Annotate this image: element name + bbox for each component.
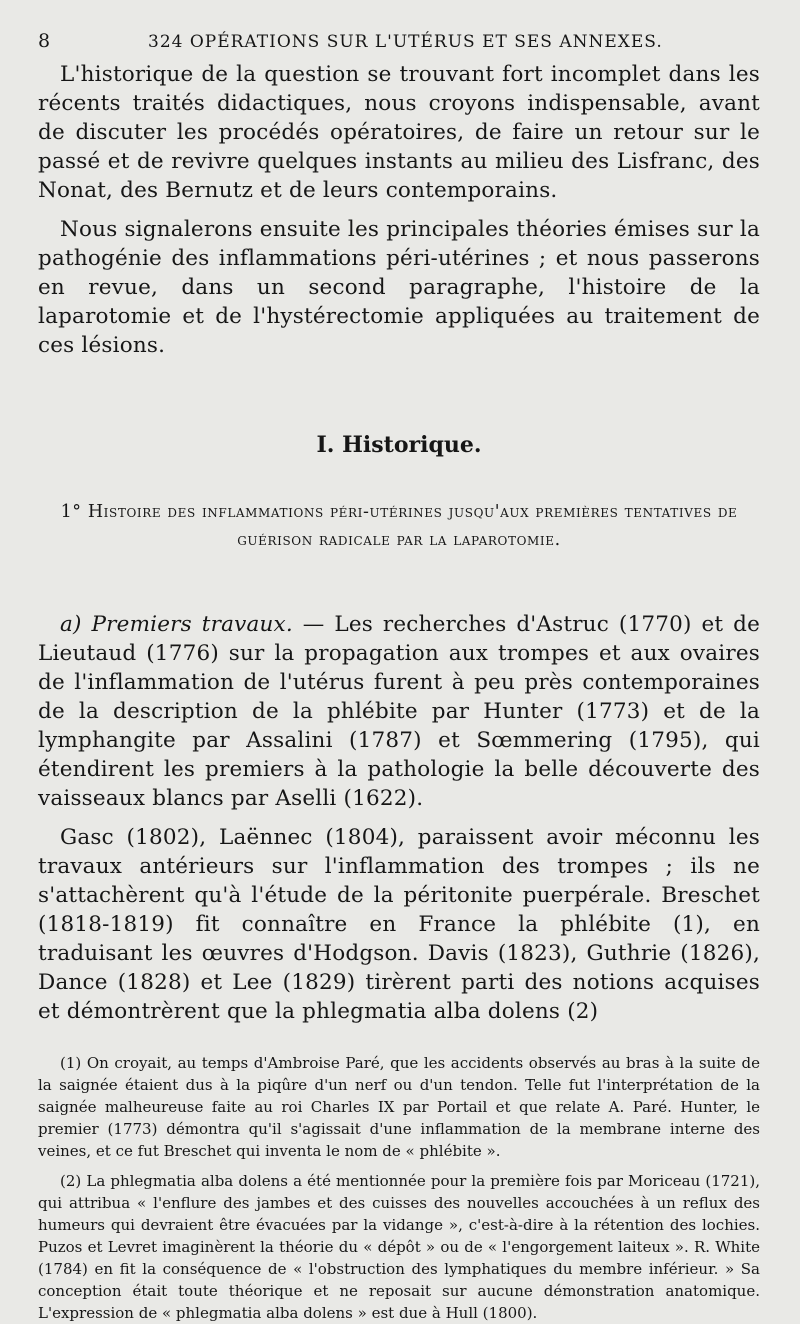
running-title: 324 OPÉRATIONS SUR L'UTÉRUS ET SES ANNEXES. [148,32,663,52]
paragraph-lead-label: a) Premiers travaux. [60,612,293,637]
intro-paragraph-2: Nous signalerons ensuite les principales théories émises sur la pathogénie des inflammations péri-utérines ; et nous passerons en revue, dans un second paragraphe, l'histoire de la laparotomie et de l'hystérectomie appliquées au traitement de ces lésions. [38,217,760,358]
body-paragraph-1 [38,610,760,813]
body-text [38,610,760,1026]
footnote-2: (2) La phlegmatia alba dolens a été mentionnée pour la première fois par Moriceau (1721), qui attribua « l'enflure des jambes et des cuisses des nouvelles accouchées à un reflux des humeurs qui devraient être évacuées par la vidange », c'est-à-dire à la rétention des lochies. Puzos et Levret imaginèrent la théorie du « dépôt » ou de « l'engorgement laiteux ». R. White (1784) en fit la conséquence de « l'obstruction des lymphatiques du membre inférieur. » Sa conception était toute théorique et ne reposait sur aucune démonstration anatomique. L'expression de « phlegmatia alba dolens » est due à Hull (1800). [38,1172,760,1322]
section-title: I. Historique. [316,432,482,458]
page-index: 8 [38,30,51,52]
subsection-title: 1° Histoire des inflammations péri-utérines jusqu'aux premières tentatives de guérison radicale par la laparotomie. [60,502,738,550]
footnote-1: (1) On croyait, au temps d'Ambroise Paré, que les accidents observés au bras à la suite de la saignée étaient dus à la piqûre d'un nerf ou d'un tendon. Telle fut l'interprétation de la saignée malheureuse faite au roi Charles IX par Portail et que relate A. Paré. Hunter, le premier (1773) démontra qu'il s'agissait d'une inflammation de la membrane interne des veines, et ce fut Breschet qui inventa le nom de « phlébite ». [38,1054,760,1160]
intro-paragraph-1: L'historique de la question se trouvant fort incomplet dans les récents traités didactiques, nous croyons indispensable, avant de discuter les procédés opératoires, de faire un retour sur le passé et de revivre quelques instants au milieu des Lisfranc, des Nonat, des Bernutz et de leurs contemporains. [38,62,760,203]
running-head [38,30,760,52]
intro-section [38,60,760,360]
body-paragraph-2: Gasc (1802), Laënnec (1804), paraissent avoir méconnu les travaux antérieurs sur l'inflammation des trompes ; ils ne s'attachèrent qu'à l'étude de la péritonite puerpérale. Breschet (1818-1819) fit connaître en France la phlébite (1), en traduisant les œuvres d'Hodgson. Davis (1823), Guthrie (1826), Dance (1828) et Lee (1829) tirèrent parti des notions acquises et démontrèrent que la phlegmatia alba dolens (2) [38,825,760,1024]
footnotes [38,1052,760,1324]
paragraph-1-text: — Les recherches d'Astruc (1770) et de Lieutaud (1776) sur la propagation aux trompes et aux ovaires de l'inflammation de l'utérus furent à peu près contemporaines de la description de la phlébite par Hunter (1773) et de la lymphangite par Assalini (1787) et Sœmmering (1795), qui étendirent les premiers à la pathologie la belle découverte des vaisseaux blancs par Aselli (1622). [38,612,760,811]
